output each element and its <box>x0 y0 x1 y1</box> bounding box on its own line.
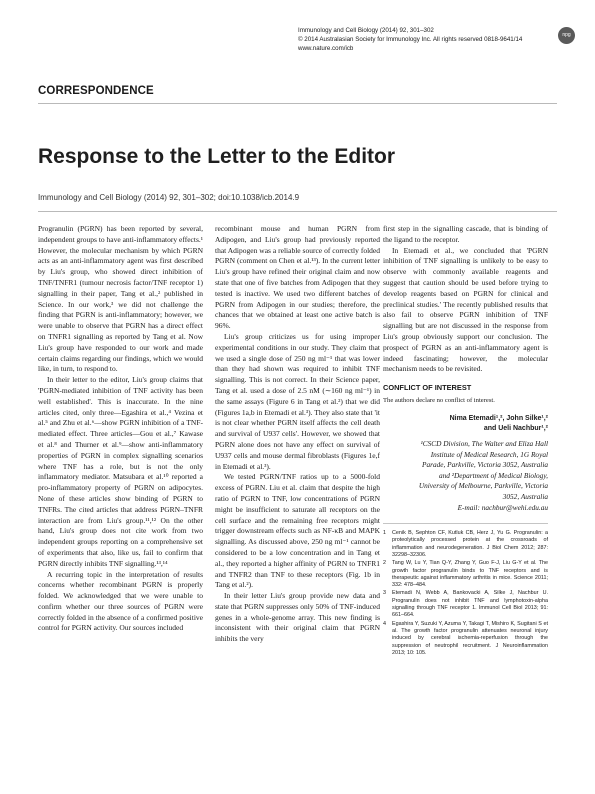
author-line: and Ueli Nachbur¹,² <box>483 424 548 432</box>
affiliation-line: University of Melbourne, Parkville, Victoria <box>418 481 548 491</box>
citation-divider <box>38 211 557 212</box>
copyright-line: © 2014 Australasian Society for Immunology Inc. All rights reserved 0818-9641/14 <box>298 36 523 43</box>
section-heading: CORRESPONDENCE <box>38 85 154 97</box>
paragraph: We tested PGRN/TNF ratios up to a 5000-fold excess of PGRN. Liu et al. claim that despite the high ratio of PGRN to TNF, low concentrations of PGRN might be insufficient to saturate all receptors on the cell surface and the remaining free receptors might trigger downstream effects such as NF-κB and MAPK signalling. As discussed above, 250 ng ml⁻¹ cannot be considered to be a low concentration and in Tang et al., they reported a higher affinity of PGRN to TNFR1 and TNFR2 than TNF to these receptors (Fig. 1b in Tang et al.²). <box>215 472 380 590</box>
reference-number: 2 <box>383 560 386 567</box>
affiliation-line: 3052, Australia <box>502 491 548 501</box>
article-title: Response to the Letter to the Editor <box>38 145 396 168</box>
reference-item <box>383 560 548 589</box>
affiliation-line: Parade, Parkville, Victoria 3052, Australia <box>422 460 548 470</box>
affiliation-line: and ²Department of Medical Biology, <box>439 470 548 480</box>
reference-item <box>383 590 548 619</box>
affiliation-block <box>383 439 548 513</box>
reference-item <box>383 530 548 559</box>
paragraph: Liu's group criticizes us for using improper experimental conditions in our study. They claim that we used a single dose of 250 ng ml⁻¹ that was lower than they had shown was required to inhibit TNF signalling. This is not correct. In their Science paper, Tang et al. used a dose of 2.5 nM (∼160 ng ml⁻¹) in the same assays (Figure 6 in Tang et al.²) that we did (Figures 1a,b in Etemadi et al.³). They also state that 'it is not clear whether PGRN itself affects the cell death and survival of U937 cells'. However, we showed that PGRN alone does not have any effect on survival of U937 cells and mouse dermal fibroblasts (Figures 1e,f in Etemadi et al.³). <box>215 331 380 471</box>
journal-url-link[interactable]: www.nature.com/icb <box>298 45 354 52</box>
reference-number: 3 <box>383 590 386 597</box>
paragraph: recombinant mouse and human PGRN from Adipogen, and Liu's group had previously reported that Adipogen was a reliable source of correctly folded PGRN (comment on Chen et al.¹³). In the current letter Liu's group have refined their original claim and now state that one of five batches from Adipogen that they tested is inactive. We used two different batches of PGRN from Adipogen in our studies; therefore, the chances that we obtained at least one active batch is 96%. <box>215 224 380 331</box>
conflict-of-interest-heading: CONFLICT OF INTEREST <box>383 383 472 393</box>
reference-number: 4 <box>383 620 386 627</box>
reference-text: Etemadi N, Webb A, Bankovacki A, Silke J, Nachbur U. Progranulin does not inhibit TNF and lymphotoxin-alpha signalling through TNF receptor 1. Immunol Cell Biol 2013; 91: 661–664. <box>392 590 548 619</box>
section-divider <box>38 103 557 104</box>
paragraph: In their letter Liu's group provide new data and state that PGRN suppresses only 50% of TNF-induced genes in a whole-genome array. This new finding is inconsistent with their original claim that PGRN inhibits the very <box>215 591 380 644</box>
affiliation-line: Institute of Medical Research, 1G Royal <box>430 449 548 459</box>
conflict-of-interest-text: The authors declare no conflict of interest. <box>383 396 495 404</box>
journal-citation-header: Immunology and Cell Biology (2014) 92, 301–302 <box>298 27 434 34</box>
paragraph: A recurring topic in the interpretation of results concerns whether recombinant PGRN is properly folded. We acknowledged that we were unable to confirm whether our three sources of PGRN were correctly folded in the absence of a confirmed positive control for PGRN activity. Our sources included <box>38 569 203 633</box>
publisher-logo: npg <box>558 27 575 44</box>
paragraph: In Etemadi et al., we concluded that 'PGRN inhibition of TNF signalling is unlikely to be easy to observe with commonly available reagents and suggest that caution should be used before trying to develop reagents based on PGRN for clinical and preclinical studies.' The recently published results that also fail to observe PGRN inhibition of TNF signalling but are not discussed in the response from Liu's group obviously support our conclusion. The prospect of PGRN as an anti-inflammatory agent is indeed fascinating; however, the molecular mechanism needs to be revisited. <box>383 245 548 374</box>
author-line: Nima Etemadi¹,², John Silke¹,² <box>449 414 548 422</box>
reference-item <box>383 621 548 657</box>
paragraph: first step in the signalling cascade, that is binding of the ligand to the receptor. <box>383 224 548 244</box>
reference-text: Cenik B, Sephton CF, Kutluk CB, Herz J, Yu G. Progranulin: a proteolytically processed protein at the crossroads of inflammation and neurodegeneration. J Biol Chem 2012; 287: 32298–32306. <box>392 530 548 558</box>
author-list <box>383 414 548 434</box>
contact-email-link[interactable]: E-mail: nachbur@wehi.edu.au <box>457 502 548 512</box>
paragraph: In their letter to the editor, Liu's group claims that 'PGRN-mediated inhibition of TNF activity has been well established'. This is inaccurate. In the nine articles cited, only three—Egashira et al.,⁴ Vezina et al.⁵ and Zhu et al.⁶—show PGRN inhibition of a TNF-mediated effect. Three articles—Gou et al.,⁷ Kawase et al.⁸ and Thurner et al.⁹—show anti-inflammatory properties of PGRN in complex signalling scenarios where TNF has a role, but is not the only inflammatory mediator. Matsubara et al.¹⁰ reported a pro-inflammatory property of PGRN on adipocytes. None of these articles show binding of PGRN to TNFRs. The cited articles that address PGRN–TNFR interaction are from Liu's group.¹¹,¹² On the other hand, Liu's group does not cite work from two independent groups reporting on a comprehensive set of experiments that also, like us, fail to confirm that PGRN directly inhibits TNF signalling.¹³,¹⁴ <box>38 375 203 568</box>
reference-list <box>383 530 548 657</box>
paragraph: Progranulin (PGRN) has been reported by several, independent groups to have anti-inflammatory effects.¹ However, the molecular mechanism by which PGRN acts as an anti-inflammatory agent was first described by Liu's group, who showed direct inhibition of TNF/TNFR1 (tumour necrosis factor/TNF receptor 1) signalling in their paper, Tang et al.,² published in Science. In our work,³ we did not challenge the finding that PGRN is anti-inflammatory; however, we were unable to observe that PGRN has a direct effect on TNFR1 signalling as reported by Tang et al. Now Liu's group have responded to our work and made certain claims regarding our findings, which we would like, in turn, to respond to. <box>38 224 203 374</box>
affiliation-line: ¹CSCD Division, The Walter and Eliza Hall <box>420 438 548 448</box>
reference-text: Egashira Y, Suzuki Y, Azuma Y, Takagi T, Mishiro K, Sugitani S et al. The growth factor progranulin attenuates neuronal injury induced by cerebral ischemia-reperfusion through the suppression of neutrophil recruitment. J Neuroinflammation 2013; 10: 105. <box>392 620 548 656</box>
body-column-1 <box>38 224 203 634</box>
body-column-3 <box>383 224 548 658</box>
article-citation: Immunology and Cell Biology (2014) 92, 301–302; doi:10.1038/icb.2014.9 <box>38 193 300 202</box>
body-column-2 <box>215 224 380 645</box>
references-divider <box>383 523 548 524</box>
reference-text: Tang W, Lu Y, Tian Q-Y, Zhang Y, Guo F-J, Liu G-Y et al. The growth factor progranulin binds to TNF receptors and is therapeutic against inflammatory arthritis in mice. Science 2011; 332: 478–484. <box>392 560 548 589</box>
reference-number: 1 <box>383 530 386 537</box>
